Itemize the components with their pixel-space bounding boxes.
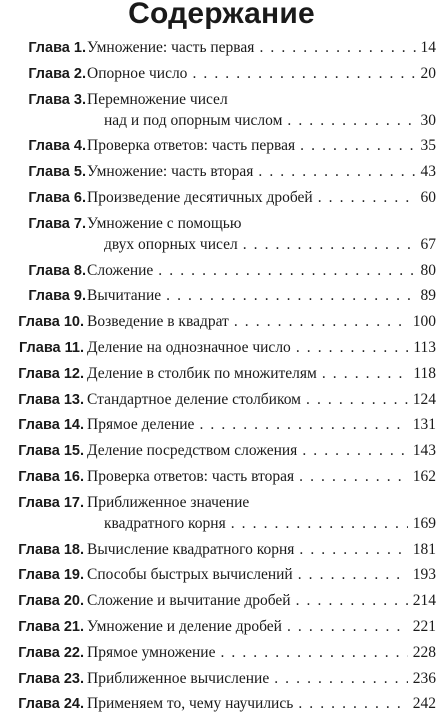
chapter-title: Умножение и деление дробей: [87, 618, 282, 635]
page-number: 20: [420, 64, 436, 82]
chapter-title: Способы быстрых вычислений: [87, 566, 293, 584]
chapter-label: Глава 12.: [18, 365, 84, 382]
dot-leader: [302, 441, 407, 461]
toc-entry[interactable]: [0, 643, 443, 664]
page-number: 80: [420, 261, 436, 279]
chapter-title: Возведение в квадрат: [87, 313, 229, 331]
dot-leader: [220, 643, 407, 663]
toc-entry[interactable]: [0, 415, 443, 436]
toc-entry[interactable]: [0, 136, 443, 157]
toc-entry[interactable]: [0, 214, 443, 256]
chapter-label: Глава 10.: [18, 314, 84, 331]
page-number: 67: [420, 235, 436, 253]
chapter-label: Глава 16.: [18, 469, 84, 485]
toc-entry[interactable]: [0, 286, 443, 307]
chapter-label: Глава 23.: [18, 670, 84, 687]
toc-entry[interactable]: [0, 617, 443, 638]
dot-leader: [199, 415, 407, 435]
toc-entry[interactable]: [0, 591, 443, 612]
toc-entry[interactable]: [0, 441, 443, 462]
toc-entry[interactable]: [0, 64, 443, 85]
chapter-label: Глава 13.: [18, 391, 84, 408]
dot-leader: [299, 540, 407, 560]
dot-leader: [158, 261, 415, 281]
chapter-title: Применяем то, чему научились: [87, 695, 294, 713]
chapter-label: Глава 6.: [28, 190, 86, 206]
chapter-label: Глава 17.: [18, 494, 84, 511]
page-number: 118: [413, 364, 436, 382]
page-number: 193: [412, 566, 436, 584]
dot-leader: [166, 286, 415, 306]
chapter-title: над и под опорным числом: [104, 111, 283, 129]
dot-leader: [259, 38, 415, 58]
toc-entry[interactable]: [0, 312, 443, 333]
toc-entry[interactable]: [0, 188, 443, 209]
chapter-label: Глава 19.: [18, 567, 84, 584]
chapter-title: Вычисление квадратного корня: [87, 540, 295, 558]
chapter-label: Глава 3.: [28, 91, 86, 108]
page-number: 228: [412, 643, 436, 661]
dot-leader: [318, 188, 416, 208]
toc-entry[interactable]: [0, 162, 443, 183]
chapter-title: Умножение: часть первая: [87, 39, 255, 56]
page-number: 143: [412, 442, 436, 460]
page-number: 131: [412, 416, 436, 434]
dot-leader: [192, 64, 415, 84]
page-number: 236: [412, 669, 436, 687]
dot-leader: [234, 312, 408, 332]
page-number: 181: [412, 540, 436, 558]
chapter-label: Глава 7.: [28, 215, 86, 232]
dot-leader: [274, 669, 408, 689]
chapter-title: Деление на однозначное число: [87, 339, 291, 356]
page-number: 14: [420, 39, 436, 56]
chapter-label: Глава 11.: [19, 340, 84, 356]
toc-entry[interactable]: [0, 390, 443, 411]
chapter-label: Глава 4.: [28, 138, 86, 155]
page-number: 214: [412, 592, 436, 610]
toc-entry[interactable]: [0, 261, 443, 282]
chapter-title: Деление посредством сложения: [87, 442, 298, 460]
chapter-title: Прямое умножение: [87, 643, 216, 661]
dot-leader: [296, 591, 408, 611]
dot-leader: [300, 136, 415, 156]
chapter-title: двух опорных чисел: [104, 235, 238, 253]
chapter-label: Глава 9.: [28, 288, 86, 305]
chapter-title: Приближенное вычисление: [87, 669, 270, 687]
chapter-label: Глава 5.: [28, 164, 86, 181]
chapter-label: Глава 8.: [28, 262, 86, 279]
page-number: 35: [420, 137, 436, 155]
dot-leader: [298, 565, 408, 585]
page-number: 124: [412, 390, 436, 408]
chapter-label: Глава 21.: [18, 619, 84, 635]
toc-entry[interactable]: [0, 669, 443, 690]
dot-leader: [306, 390, 408, 410]
chapter-title: Проверка ответов: часть первая: [87, 137, 296, 155]
chapter-title: Проверка ответов: часть вторая: [87, 468, 295, 485]
toc-entry[interactable]: [0, 540, 443, 561]
page-number: 162: [412, 468, 436, 485]
toc-entry[interactable]: [0, 565, 443, 586]
chapter-label: Глава 2.: [28, 65, 86, 82]
page-number: 169: [412, 514, 436, 532]
dot-leader: [287, 111, 415, 131]
chapter-title: Умножение с помощью: [87, 214, 242, 232]
chapter-label: Глава 22.: [18, 644, 84, 661]
page-number: 30: [420, 111, 436, 129]
chapter-title: Деление в столбик по множителям: [87, 364, 317, 382]
dot-leader: [243, 235, 416, 255]
dot-leader: [298, 694, 407, 714]
dot-leader: [258, 162, 415, 182]
chapter-title: Прямое деление: [87, 416, 195, 434]
chapter-title: Произведение десятичных дробей: [87, 189, 313, 206]
chapter-title: Вычитание: [87, 287, 162, 305]
chapter-title: Стандартное деление столбиком: [87, 390, 301, 408]
toc-entry[interactable]: [0, 338, 443, 359]
page-number: 100: [412, 313, 436, 331]
chapter-title: квадратного корня: [104, 514, 226, 532]
dot-leader: [299, 467, 408, 487]
page-number: 221: [412, 618, 436, 635]
toc-entry[interactable]: [0, 90, 443, 132]
page-number: 242: [412, 695, 436, 713]
chapter-label: Глава 24.: [18, 696, 84, 713]
page-number: 89: [420, 287, 436, 305]
toc-entry[interactable]: [0, 467, 443, 488]
chapter-title: Сложение: [87, 261, 154, 279]
chapter-label: Глава 18.: [18, 541, 84, 558]
chapter-title: Приближенное значение: [87, 493, 250, 511]
dot-leader: [287, 617, 408, 637]
dot-leader: [322, 364, 408, 384]
dot-leader: [296, 338, 409, 358]
toc-entry[interactable]: [0, 364, 443, 385]
toc-entry[interactable]: [0, 694, 443, 715]
page-title: Содержание: [128, 0, 315, 30]
toc-entry[interactable]: [0, 38, 443, 59]
chapter-title: Умножение: часть вторая: [87, 163, 254, 181]
page-number: 60: [420, 189, 436, 206]
chapter-label: Глава 1.: [28, 40, 86, 56]
chapter-title: Опорное число: [87, 64, 188, 82]
dot-leader: [231, 514, 408, 534]
chapter-title: Перемножение чисел: [87, 90, 228, 108]
chapter-label: Глава 20.: [18, 593, 84, 610]
chapter-label: Глава 15.: [18, 443, 84, 460]
chapter-title: Сложение и вычитание дробей: [87, 592, 291, 610]
chapter-label: Глава 14.: [18, 417, 84, 434]
page-number: 43: [420, 163, 436, 181]
toc-entry[interactable]: [0, 493, 443, 535]
page-number: 113: [413, 339, 436, 356]
